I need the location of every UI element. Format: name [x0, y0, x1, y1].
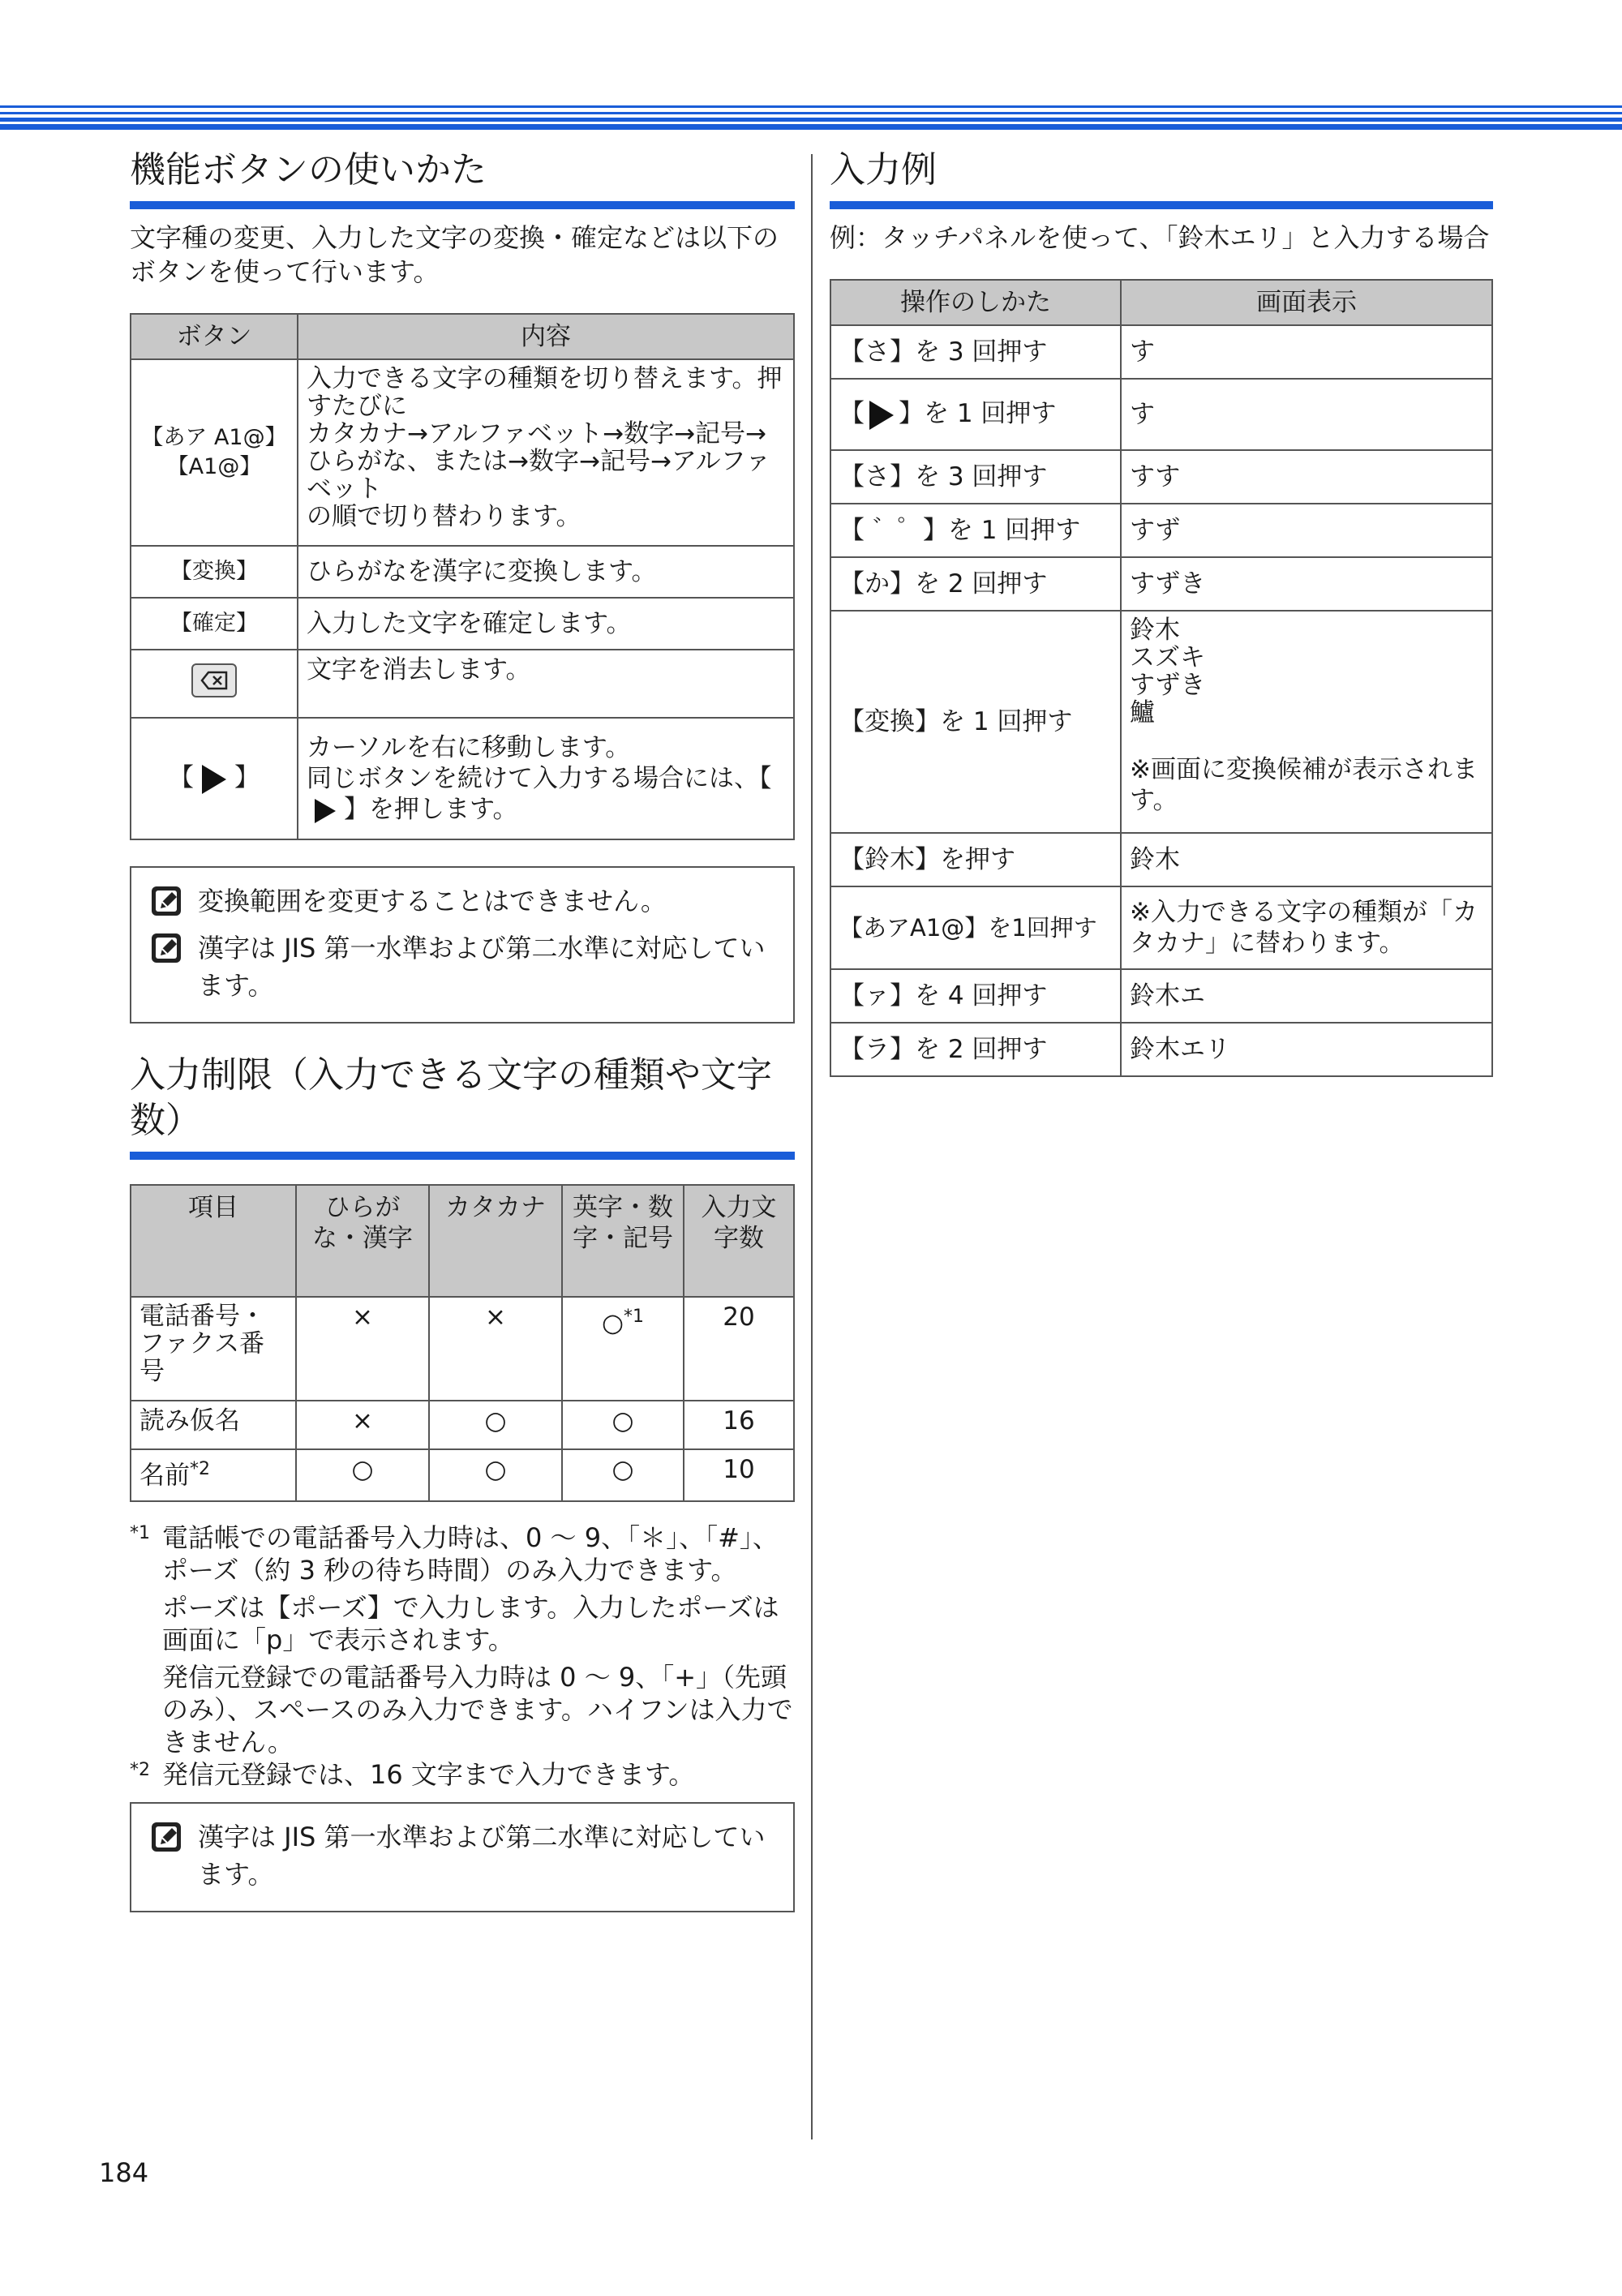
- column-divider: [811, 154, 813, 2139]
- item-cell: 読み仮名: [131, 1401, 296, 1449]
- table-row: 【 ゛゜】を 1 回押す すず: [830, 504, 1492, 557]
- left-column: [130, 148, 795, 1912]
- section-title-input-example: 入力例: [830, 148, 1493, 209]
- table-row: 【 】を 1 回押す す: [830, 379, 1492, 450]
- table-row: 【ラ】を 2 回押す 鈴木エリ: [830, 1023, 1492, 1076]
- header-band: [0, 105, 1622, 130]
- table-header: 項目: [131, 1185, 296, 1297]
- footnote: *2 発信元登録では、16 文字まで入力できます。: [130, 1759, 695, 1790]
- right-arrow-icon: [869, 401, 894, 430]
- table-row: [131, 718, 794, 839]
- table-row: 【さ】を 3 回押す す: [830, 325, 1492, 379]
- table-header: 操作のしかた: [830, 280, 1121, 325]
- table-row: 【鈴木】を押す 鈴木: [830, 833, 1492, 886]
- memo-text: 漢字は JIS 第一水準および第二水準に対応しています。: [198, 933, 766, 1001]
- function-button-table: [130, 313, 795, 840]
- table-header: カタカナ: [429, 1185, 562, 1297]
- button-cell: 【 】: [131, 718, 298, 839]
- button-cell: [131, 650, 298, 718]
- memo-box: [130, 866, 795, 1024]
- table-row: 【変換】を 1 回押す 鈴木 スズキ すずき 鱸 ※画面に変換候補が表示されます。: [830, 611, 1492, 833]
- right-arrow-icon: [202, 765, 226, 794]
- button-cell: 【変換】: [131, 546, 298, 598]
- backspace-icon: [191, 663, 238, 698]
- table-header: 英字・数字・記号: [562, 1185, 684, 1297]
- memo-item: [146, 1818, 779, 1893]
- memo-item: [146, 882, 779, 920]
- input-example-table: [830, 279, 1493, 1077]
- table-row: 【あアA1@】を1回押す ※入力できる文字の種類が「カタカナ」に替わります。: [830, 886, 1492, 969]
- memo-pencil-icon: [151, 1822, 182, 1852]
- section-title-function-buttons: 機能ボタンの使いかた: [130, 148, 795, 209]
- table-row: 名前$^{*2}$ ○ ○ ○ 10: [131, 1449, 794, 1501]
- table-row: 【さ】を 3 回押す すす: [830, 450, 1492, 504]
- table-row: 【か】を 2 回押す すずき: [830, 557, 1492, 611]
- content-cell: ひらがなを漢字に変換します。: [298, 546, 794, 598]
- memo-pencil-icon: [151, 933, 182, 963]
- content-cell: 文字を消去します。: [298, 650, 794, 718]
- right-arrow-icon: [315, 799, 336, 823]
- page-number: 184: [99, 2157, 149, 2188]
- input-limit-table: [130, 1184, 795, 1502]
- section-title-input-limits: 入力制限（入力できる文字の種類や文字数）: [130, 1053, 795, 1160]
- table-header-row: [131, 1185, 794, 1297]
- table-header-row: [830, 280, 1492, 325]
- memo-text: 変換範囲を変更することはできません。: [198, 886, 667, 916]
- table-header: ひらがな・漢字: [296, 1185, 429, 1297]
- memo-text: 漢字は JIS 第一水準および第二水準に対応しています。: [198, 1822, 766, 1890]
- content-cell: 入力した文字を確定します。: [298, 598, 794, 650]
- right-column: [830, 148, 1493, 1077]
- table-row: 電話番号・ファクス番号 × × ○$^{*1}$ 20: [131, 1297, 794, 1401]
- item-cell: 名前$^{*2}$: [131, 1449, 296, 1501]
- memo-box: [130, 1802, 795, 1912]
- table-header-row: [131, 314, 794, 359]
- footnotes: [130, 1521, 795, 1791]
- table-header: 内容: [298, 314, 794, 359]
- footnote: *1 電話帳での電話番号入力時は、0 〜 9、「＊」、「#」、ポーズ（約 3 秒の待ち時間）のみ入力できます。 ポーズは【ポーズ】で入力します。入力したポーズは画面に「p」で表示されます。 発信元登録での電話番号入力時は 0 〜 9、「+」（先頭のみ）、スペースのみ入力できます。ハイフンは入力できません。: [130, 1522, 793, 1757]
- memo-item: [146, 929, 779, 1004]
- table-row: [131, 359, 794, 546]
- table-row: 読み仮名 × ○ ○ 16: [131, 1401, 794, 1449]
- table-header: 入力文字数: [684, 1185, 794, 1297]
- content-cell: カーソルを右に移動します。 同じボタンを続けて入力する場合には、【】を押します。: [298, 718, 794, 839]
- item-cell: 電話番号・ファクス番号: [131, 1297, 296, 1401]
- table-header: 画面表示: [1121, 280, 1492, 325]
- table-row: 【ァ】を 4 回押す 鈴木エ: [830, 969, 1492, 1023]
- button-cell: 【確定】: [131, 598, 298, 650]
- table-row: [131, 598, 794, 650]
- section-intro: 文字種の変更、入力した文字の変換・確定などは以下のボタンを使って行います。: [130, 222, 779, 287]
- memo-pencil-icon: [151, 886, 182, 916]
- table-row: [131, 546, 794, 598]
- section-intro: 例：タッチパネルを使って、「鈴木エリ」と入力する場合: [830, 222, 1490, 253]
- content-cell: 入力できる文字の種類を切り替えます。押すたびに カタカナ→アルファベット→数字→記号→ひらがな、または→数字→記号→アルファベット の順で切り替わります。: [298, 359, 794, 546]
- button-cell: 【あア A1@】 【A1@】: [131, 359, 298, 546]
- table-row: [131, 650, 794, 718]
- table-header: ボタン: [131, 314, 298, 359]
